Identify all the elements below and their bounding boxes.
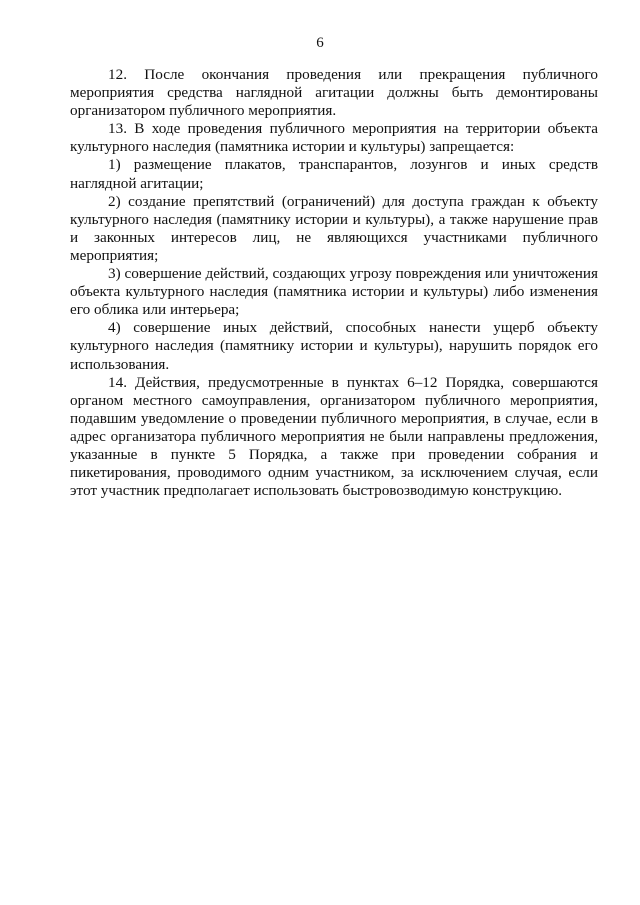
paragraph-13: 13. В ходе проведения публичного мероприятия на территории объекта культурного наследия (памятника истории и культуры) запрещается:: [70, 120, 598, 156]
paragraph-13-item-2: 2) создание препятствий (ограничений) для доступа граждан к объекту культурного наследия (памятнику истории и культуры), а также нарушение прав и законных интересов лиц, не являющихся участниками публичного мероприятия;: [70, 192, 598, 264]
paragraph-13-item-1: 1) размещение плакатов, транспарантов, лозунгов и иных средств наглядной агитации;: [70, 156, 598, 192]
paragraph-14: 14. Действия, предусмотренные в пунктах 6–12 Порядка, совершаются органом местного самоуправления, организатором публичного мероприятия, подавшим уведомление о проведении публичного мероприятия, в случае, если в адрес организатора публичного мероприятия не были направлены предложения, указанные в пункте 5 Порядка, а также при проведении собрания и пикетирования, проводимого одним участником, за исключением случая, если этот участник предполагает использовать быстровозводимую конструкцию.: [70, 373, 598, 500]
document-body: [70, 66, 598, 500]
page-number: 6: [316, 35, 324, 51]
paragraph-12: 12. После окончания проведения или прекращения публичного мероприятия средства наглядной агитации должны быть демонтированы организатором публичного мероприятия.: [70, 66, 598, 120]
paragraph-13-item-4: 4) совершение иных действий, способных нанести ущерб объекту культурного наследия (памятнику истории и культуры), нарушить порядок его использования.: [70, 319, 598, 373]
paragraph-13-item-3: 3) совершение действий, создающих угрозу повреждения или уничтожения объекта культурного наследия (памятника истории и культуры) либо изменения его облика или интерьера;: [70, 265, 598, 319]
